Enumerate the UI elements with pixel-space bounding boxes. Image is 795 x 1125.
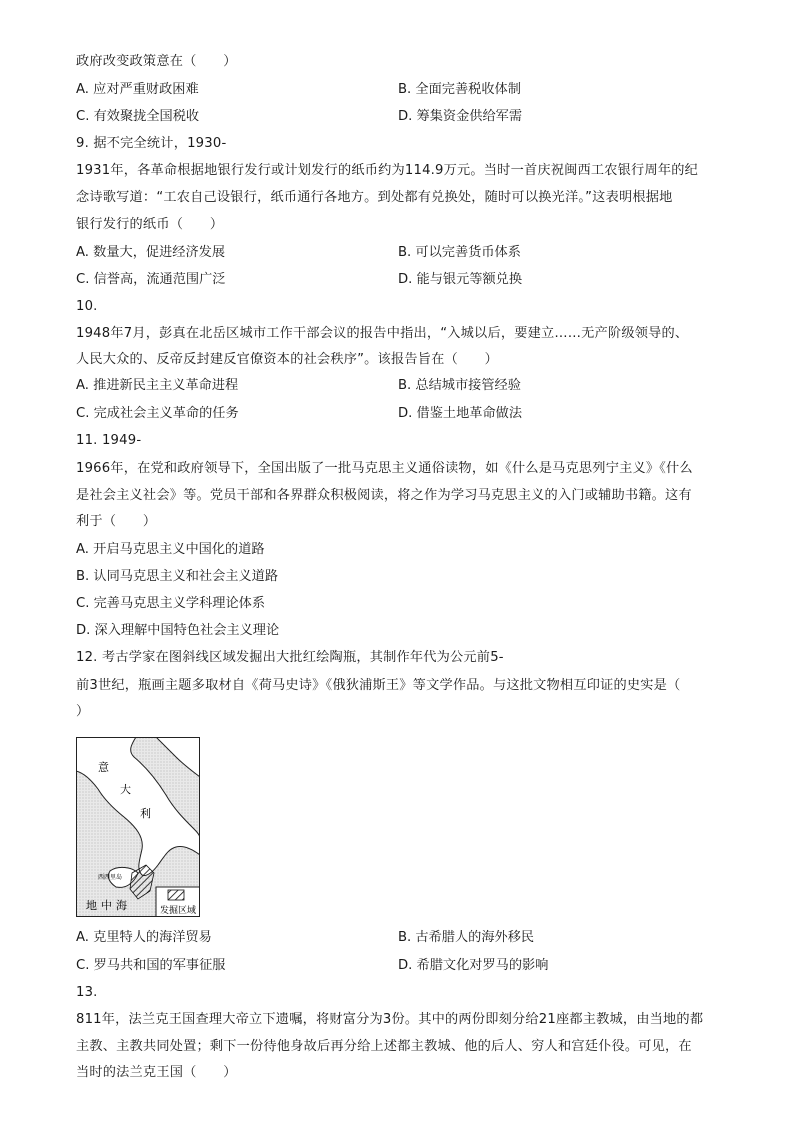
q12-option-c: C. 罗马共和国的军事征服 — [76, 958, 226, 973]
q11-number: 11. 1949- — [76, 433, 142, 448]
q12-option-a: A. 克里特人的海洋贸易 — [76, 930, 212, 945]
q8-option-c: C. 有效聚拢全国税收 — [76, 109, 200, 124]
q8-option-b: B. 全面完善税收体制 — [398, 82, 521, 97]
legend-label: 发掘区域 — [159, 906, 197, 916]
q12-option-b: B. 古希腊人的海外移民 — [398, 930, 535, 945]
q9-option-a: A. 数量大，促进经济发展 — [76, 245, 226, 260]
q12-option-d: D. 希腊文化对罗马的影响 — [398, 958, 549, 973]
map-label-yi: 意 — [98, 761, 109, 774]
q8-stem-tail: 政府改变政策意在（ ） — [76, 54, 237, 69]
q11-stem-line3: 利于（ ） — [76, 514, 157, 529]
q12-number: 12. 考古学家在图斜线区域发掘出大批红绘陶瓶，其制作年代为公元前5- — [76, 650, 504, 665]
map-label-li: 利 — [140, 807, 151, 820]
q9-stem-line3: 银行发行的纸币（ ） — [76, 217, 224, 232]
q13-stem-line3: 当时的法兰克王国（ ） — [76, 1065, 237, 1080]
q9-option-b: B. 可以完善货币体系 — [398, 245, 521, 260]
q10-option-b: B. 总结城市接管经验 — [398, 378, 521, 393]
q9-stem-line2: 念诗歌写道：“工农自己设银行，纸币通行各地方。到处都有兑换处，随时可以换光洋。”这表明根据地 — [76, 190, 673, 205]
q11-stem-line1: 1966年，在党和政府领导下，全国出版了一批马克思主义通俗读物，如《什么是马克思列宁主义》《什么 — [76, 461, 693, 476]
q9-option-c: C. 信誉高，流通范围广泛 — [76, 272, 226, 287]
q9-number: 9. 据不完全统计，1930- — [76, 136, 227, 151]
q11-option-c: C. 完善马克思主义学科理论体系 — [76, 596, 266, 611]
q10-option-c: C. 完成社会主义革命的任务 — [76, 406, 239, 421]
q9-stem-line1: 1931年，各革命根据地银行发行或计划发行的纸币约为114.9万元。当时一首庆祝闽西工农银行周年的纪 — [76, 163, 698, 178]
q13-stem-line1: 811年，法兰克王国查理大帝立下遗嘱，将财富分为3份。其中的两份即刻分给21座都主教城，由当地的都 — [76, 1012, 704, 1027]
q12-stem-line2: ） — [76, 704, 90, 719]
q10-number: 10. — [76, 299, 98, 314]
q9-option-d: D. 能与银元等额兑换 — [398, 272, 523, 287]
q11-option-a: A. 开启马克思主义中国化的道路 — [76, 542, 265, 557]
q13-number: 13. — [76, 985, 98, 1000]
q8-option-a: A. 应对严重财政困难 — [76, 82, 199, 97]
q11-option-d: D. 深入理解中国特色社会主义理论 — [76, 623, 280, 638]
q11-stem-line2: 是社会主义社会》等。党员干部和各界群众积极阅读，将之作为学习马克思主义的入门或辅助书籍。这有 — [76, 488, 692, 503]
q11-option-b: B. 认同马克思主义和社会主义道路 — [76, 569, 279, 584]
legend-hatch-swatch — [168, 890, 184, 900]
map-label-sicily: 西西里岛 — [98, 874, 123, 881]
italy-excavation-map — [76, 737, 200, 917]
q10-stem-line2: 人民大众的、反帝反封建反官僚资本的社会秩序”。该报告旨在（ ） — [76, 352, 499, 367]
map-label-sea: 地中海 — [86, 899, 131, 912]
q10-option-d: D. 借鉴土地革命做法 — [398, 406, 523, 421]
q13-stem-line2: 主教、主教共同处置；剩下一份待他身故后再分给上述都主教城、他的后人、穷人和宫廷仆役。可见，在 — [76, 1039, 692, 1054]
q12-stem-line1: 前3世纪，瓶画主题多取材自《荷马史诗》《俄狄浦斯王》等文学作品。与这批文物相互印证的史实是（ — [76, 678, 681, 693]
q8-option-d: D. 筹集资金供给军需 — [398, 109, 523, 124]
q10-option-a: A. 推进新民主主义革命进程 — [76, 378, 239, 393]
q10-stem-line1: 1948年7月，彭真在北岳区城市工作干部会议的报告中指出，“入城以后，要建立……无产阶级领导的、 — [76, 326, 689, 341]
map-label-da: 大 — [120, 783, 131, 796]
